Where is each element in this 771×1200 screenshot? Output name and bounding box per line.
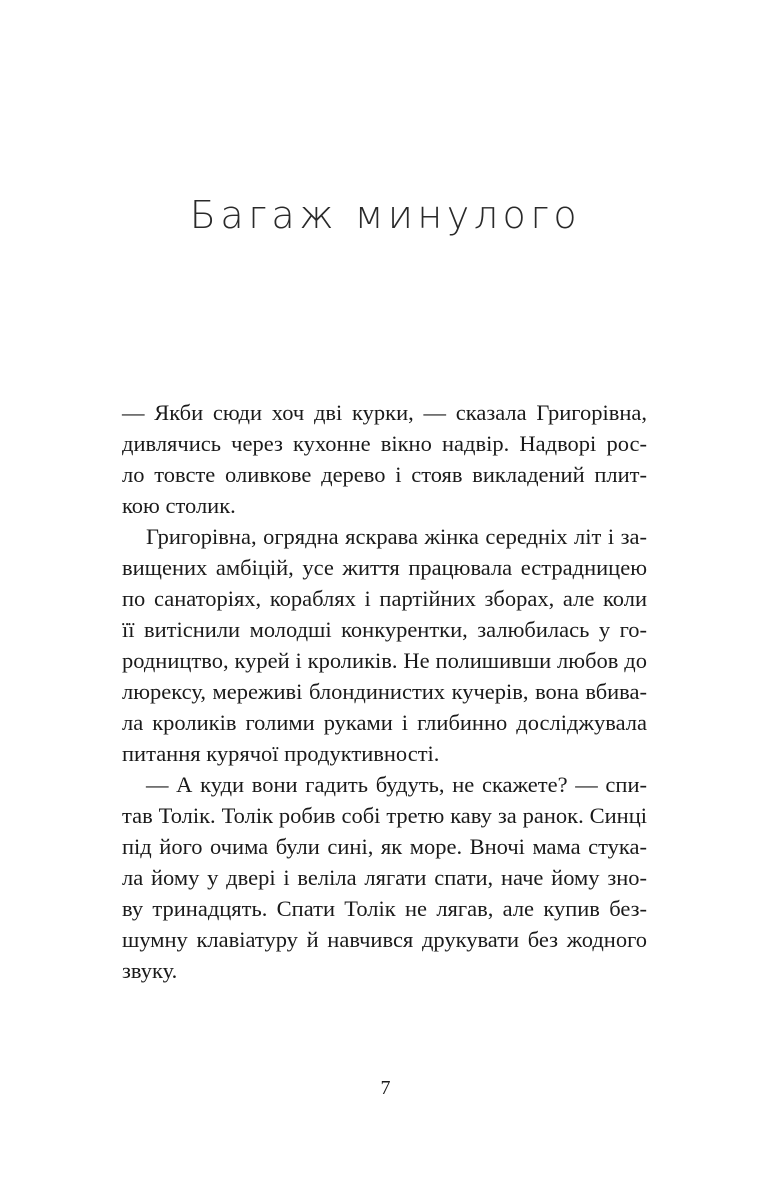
text-line: ло товсте оливкове дерево і стояв викладений плит- <box>122 462 647 487</box>
text-line: родництво, курей і кроликів. Не полишивши любов до <box>122 648 647 673</box>
text-line: люрексу, мереживі блондинистих кучерів, вона вбива- <box>122 679 647 704</box>
text-line: шумну клавіатуру й навчився друкувати без жодного <box>122 927 647 952</box>
paragraph <box>122 769 647 986</box>
text-line: вищених амбіцій, усе життя працювала естрадницею <box>122 555 647 580</box>
chapter-body <box>122 397 647 986</box>
text-line: Григорівна, огрядна яскрава жінка середніх літ і за- <box>146 524 647 549</box>
text-line: під його очима були сині, як море. Вночі мама стука- <box>122 834 647 859</box>
chapter-title: Багаж минулого <box>189 193 582 237</box>
text-line: ву тринадцять. Спати Толік не лягав, але купив без- <box>122 896 647 921</box>
text-line: — А куди вони гадить будуть, не скажете? — спи- <box>146 772 647 797</box>
text-line: дивлячись через кухонне вікно надвір. Надворі рос- <box>122 431 647 456</box>
text-line: ла йому у двері і веліла лягати спати, наче йому зно- <box>122 865 647 890</box>
text-line: кою столик. <box>122 493 236 518</box>
text-line: питання курячої продуктивності. <box>122 741 440 766</box>
text-line: тав Толік. Толік робив собі третю каву за ранок. Синці <box>122 803 647 828</box>
paragraph <box>122 397 647 521</box>
text-line: ла кроликів голими руками і глибинно досліджувала <box>122 710 647 735</box>
text-line: звуку. <box>122 958 178 983</box>
text-line: по санаторіях, кораблях і партійних зборах, але коли <box>122 586 647 611</box>
text-line: її витіснили молодші конкурентки, залюбилась у го- <box>122 617 647 642</box>
paragraph <box>122 521 647 769</box>
page-number: 7 <box>380 1077 391 1099</box>
text-line: — Якби сюди хоч дві курки, — сказала Григорівна, <box>122 400 647 425</box>
